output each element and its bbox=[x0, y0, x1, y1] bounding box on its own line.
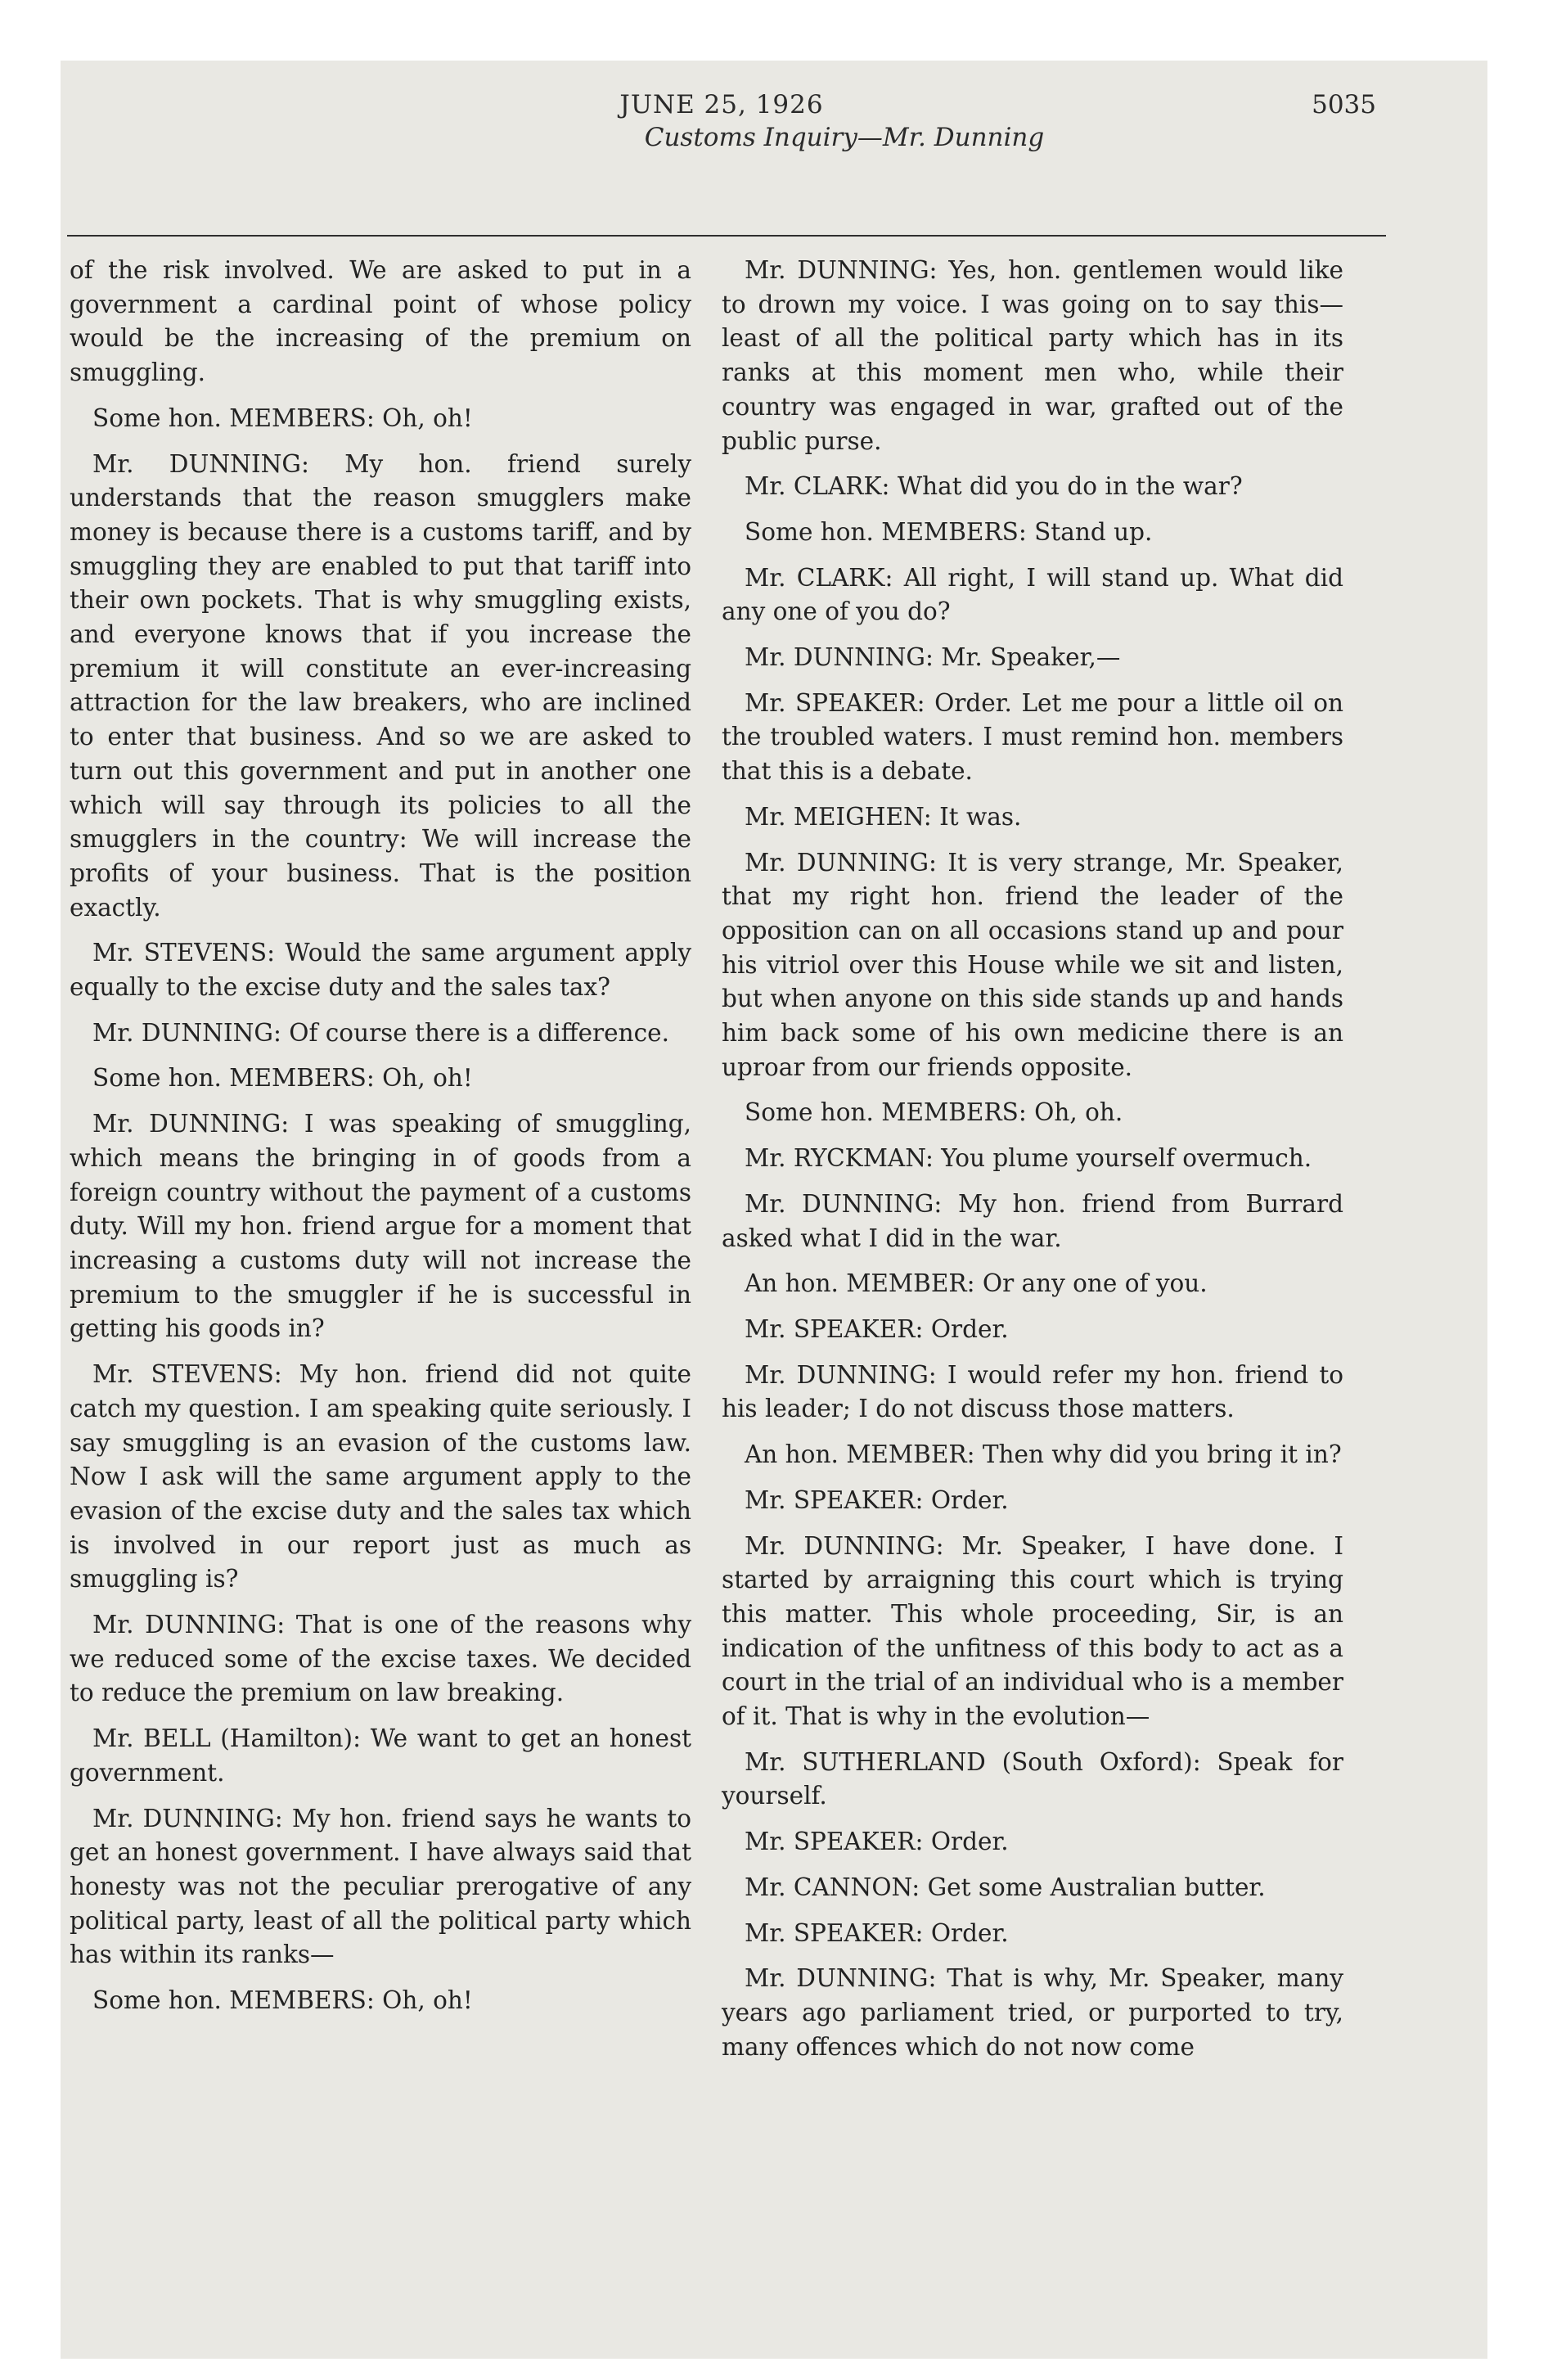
paragraph: Mr. DUNNING: My hon. friend from Burrard asked what I did in the war. bbox=[722, 1189, 1343, 1252]
paragraph: Mr. STEVENS: My hon. friend did not quite catch my question. I am speaking quite seriously. I say smuggling is an evasion of the customs law. Now I ask will the same argument apply to the evasion of the excise duty and the sales tax which is involved in our report just as much as smuggling is? bbox=[70, 1360, 691, 1593]
paragraph: Some hon. MEMBERS: Oh, oh. bbox=[745, 1098, 1123, 1127]
paragraph: Some hon. MEMBERS: Oh, oh! bbox=[92, 1986, 473, 2015]
paragraph: Mr. SPEAKER: Order. bbox=[745, 1314, 1009, 1343]
paragraph: Mr. RYCKMAN: You plume yourself overmuch. bbox=[745, 1144, 1312, 1173]
paragraph: Mr. DUNNING: My hon. friend says he wants to get an honest government. I have always said that honesty was not the peculiar prerogative of any political party, least of all the political party which has within its ranks— bbox=[70, 1804, 691, 1969]
paragraph: of the risk involved. We are asked to put in a government a cardinal point of whose policy would be the increasing of the premium on smuggling. bbox=[70, 256, 691, 387]
paragraph: Mr. DUNNING: I was speaking of smuggling, which means the bringing in of goods from a foreign country without the payment of a customs duty. Will my hon. friend argue for a moment that increasing a customs duty will not increase the premium to the smuggler if he is successful in getting his goods in? bbox=[70, 1110, 691, 1343]
header-date: JUNE 25, 1926 bbox=[619, 90, 824, 119]
paragraph: Some hon. MEMBERS: Oh, oh! bbox=[92, 403, 473, 432]
paragraph: Mr. DUNNING: My hon. friend surely understands that the reason smugglers make money is because there is a customs tariff, and by smuggling they are enabled to put that tariff into their own pockets. That is why smuggling exists, and everyone knows that if you increase the premium it will constitute an ever-increasing attraction for the law breakers, who are inclined to enter that business. And so we are asked to turn out this government and put in another one which will say through its policies to all the smugglers in the country: We will increase the profits of your business. That is the position exactly. bbox=[70, 449, 691, 922]
right-column bbox=[722, 254, 1343, 2076]
paragraph: Mr. DUNNING: That is why, Mr. Speaker, many years ago parliament tried, or purported to try, many offences which do not now come bbox=[722, 1964, 1343, 2061]
paragraph: Mr. CANNON: Get some Australian butter. bbox=[745, 1873, 1266, 1901]
paragraph: Mr. SPEAKER: Order. bbox=[745, 1828, 1009, 1856]
page-header bbox=[67, 90, 1376, 205]
paragraph: Mr. DUNNING: Yes, hon. gentlemen would like to drown my voice. I was going on to say this—least of all the political party which has in its ranks at this moment men who, while their country was engaged in war, grafted out of the public purse. bbox=[722, 256, 1343, 455]
paragraph: Mr. STEVENS: Would the same argument apply equally to the excise duty and the sales tax? bbox=[70, 939, 691, 1002]
paragraph: Mr. DUNNING: Mr. Speaker, I have done. I started by arraigning this court which is trying this matter. This whole proceeding, Sir, is an indication of the unfitness of this body to act as a court in the trial of an individual who is a member of it. That is why in the evolution— bbox=[722, 1531, 1343, 1731]
header-rule bbox=[67, 235, 1386, 237]
paragraph: Some hon. MEMBERS: Oh, oh! bbox=[92, 1064, 473, 1093]
paragraph: Mr. SPEAKER: Order. bbox=[745, 1918, 1009, 1947]
paragraph: Mr. CLARK: What did you do in the war? bbox=[745, 472, 1243, 501]
paragraph: Mr. BELL (Hamilton): We want to get an honest government. bbox=[70, 1724, 691, 1787]
paragraph: Mr. DUNNING: Of course there is a difference. bbox=[92, 1018, 669, 1047]
paragraph: Mr. DUNNING: Mr. Speaker,— bbox=[745, 643, 1121, 672]
page-number: 5035 bbox=[1312, 90, 1376, 119]
paragraph: Mr. DUNNING: I would refer my hon. friend to his leader; I do not discuss those matters. bbox=[722, 1360, 1343, 1423]
paragraph: Some hon. MEMBERS: Stand up. bbox=[745, 517, 1153, 546]
paragraph: An hon. MEMBER: Or any one of you. bbox=[745, 1269, 1208, 1298]
paragraph: Mr. MEIGHEN: It was. bbox=[745, 802, 1022, 831]
paragraph: Mr. CLARK: All right, I will stand up. What did any one of you do? bbox=[722, 563, 1343, 626]
paragraph: Mr. DUNNING: That is one of the reasons why we reduced some of the excise taxes. We decided to reduce the premium on law breaking. bbox=[70, 1611, 691, 1707]
paragraph: An hon. MEMBER: Then why did you bring it in? bbox=[745, 1440, 1342, 1469]
paragraph: Mr. DUNNING: It is very strange, Mr. Speaker, that my right hon. friend the leader of the opposition can on all occasions stand up and pour his vitriol over this House while we sit and listen, but when anyone on this side stands up and hands him back some of his own medicine there is an uproar from our friends opposite. bbox=[722, 848, 1343, 1081]
left-column bbox=[70, 254, 691, 2030]
paragraph: Mr. SPEAKER: Order. Let me pour a little oil on the troubled waters. I must remind hon. members that this is a debate. bbox=[722, 688, 1343, 786]
paragraph: Mr. SUTHERLAND (South Oxford): Speak for yourself. bbox=[722, 1747, 1343, 1810]
paragraph: Mr. SPEAKER: Order. bbox=[745, 1485, 1009, 1514]
running-title: Customs Inquiry—Mr. Dunning bbox=[644, 123, 1045, 152]
